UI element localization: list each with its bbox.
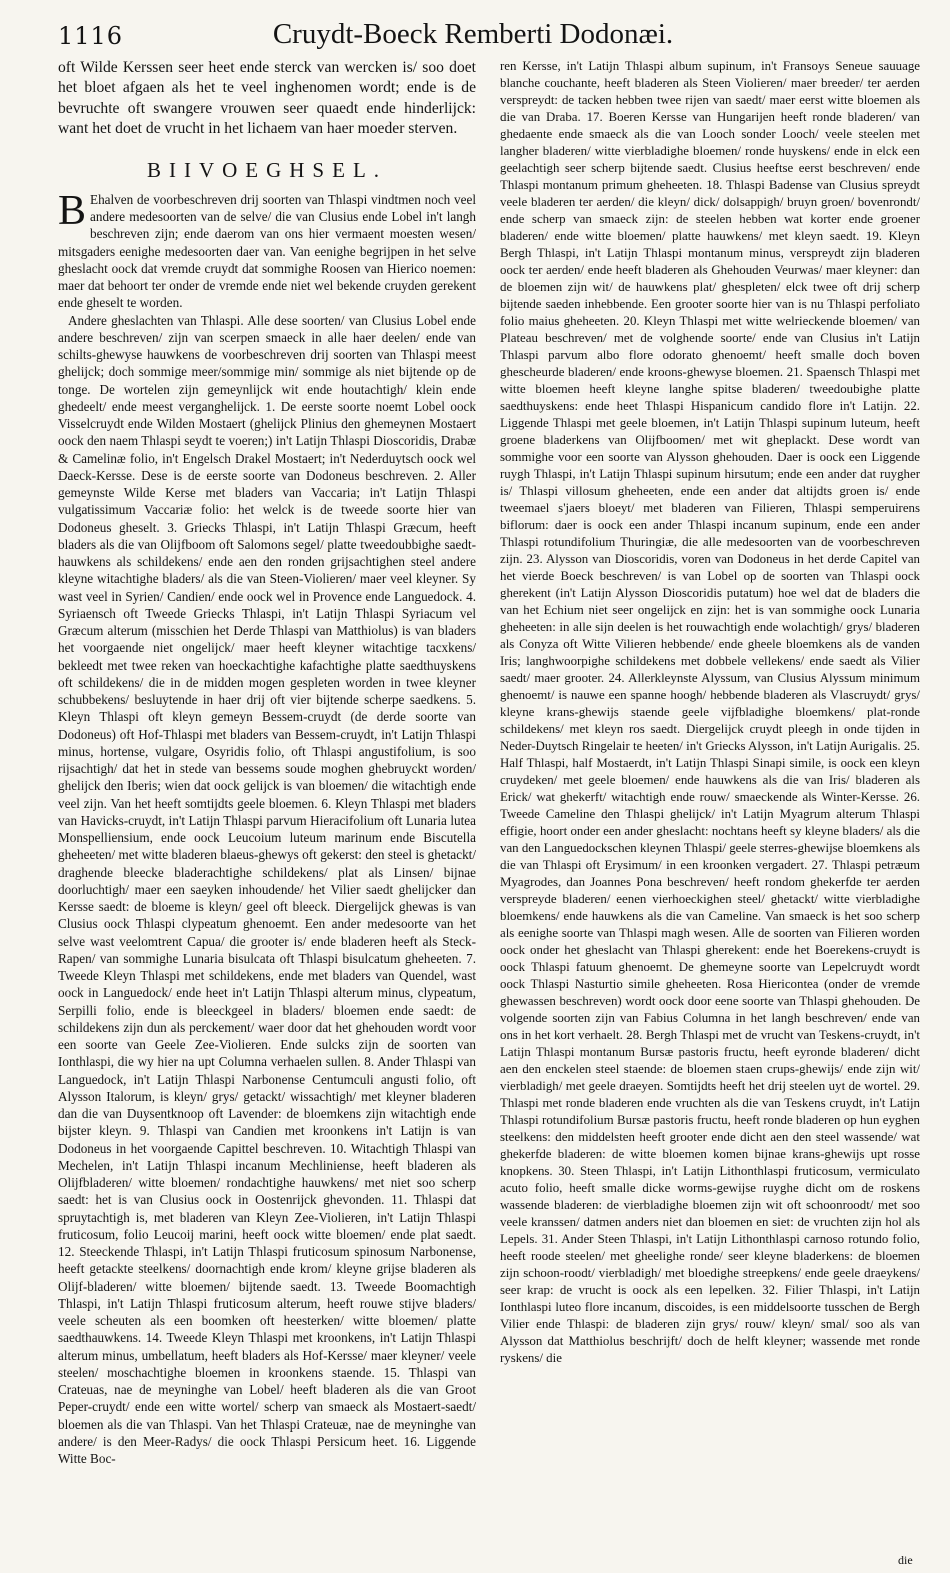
page-number: 1116 xyxy=(58,22,124,50)
catchword: die xyxy=(898,1553,913,1567)
right-column xyxy=(500,58,920,1558)
intro-paragraph: oft Wilde Kerssen seer heet ende sterck van wercken is/ soo doet het bloet afgaen als het te veel inghenomen wordt; ende is de bevruchte oft swangere vrouwen seer quaedt ende hinderlijck: want het doet de vrucht in het lichaem van haer moeder sterven. xyxy=(58,59,476,138)
paragraph-2: Andere gheslachten van Thlaspi. Alle dese soorten/ van Clusius Lobel ende andere beschreven/ zijn van scerpen smaeck in alle haer deelen/ ende van schilts-ghewyse hauwkens de voorbeschreven drij soorten van Thlaspi meest ghelijck; doch sommige meer/sommige min/ sommige als niet bijtende op de tonge. De wortelen zijn gemeynlijck wit ende houtachtigh/ klein ende ghedeelt/ ende meest verganghelijck. 1. De eerste soorte noemt Lobel oock Visselcruydt ende Wilden Mostaert (ghelijck Plinius den ghemeynen Mostaert oock den naem Thlaspi seydt te voeren;) in't Latijn Thlaspi Dioscoridis, Drabæ & Camelinæ folio, in't Engelsch Drakel Mostaert; in't Nederduytsch oock wel Daeck-Kersse. Dese is de eerste soorte van Dodoneus beschreven. 2. Aller gemeynste Wilde Kerse met bladers van Vaccaria; in't Latijn Thlaspi vulgatissimum Vaccariæ folio: het welck is de tweede soorte hier van Dodoneus gheselt. 3. Griecks Thlaspi, in't Latijn Thlaspi Græcum, heeft bladers als die van Olijfboom oft Salomons segel/ platte tweedoubbighe saedt-hauwkens als schildekens/ ende aen den ronden grijsachtighen steel andere kleyne witachtighe bladers/ als die van Steen-Violieren/ maer veel kleyner. Sy wast veel in Syrien/ Candien/ ende oock wel in Provence ende Languedock. 4. Syriaensch oft Tweede Griecks Thlaspi, in't Latijn Thlaspi Syriacum vel Græcum alterum (misschien het Derde Thlaspi van Matthiolus) is van bladers het voorgaende niet ongelijck/ maer heeft kleyner witachtige tacxkens/ bekleedt met twee reken van hoeckachtighe kafachtighe platte saedthuyskens oft schildekens/ die in de midden mogen gespleten worden in twee kleyner schubbekens/ besluytende in haer drij oft vier bijtende scherpe saedkens. 5. Kleyn Thlaspi oft kleyn gemeyn Bessem-cruydt (de derde soorte van Dodoneus) oft Hof-Thlaspi met bladers van Bessem-cruydt, in't Latijn Thlaspi minus, hortense, vulgare, Osyridis folio, oft Thlaspi angustifolium, is soo rijsachtigh/ dat het in stede van bessems soude moghen ghebruyckt worden/ ghelijck den Iberis; wien dat oock gelijck is van bloemen/ die witachtigh ende veel zijn. Van het heeft somtijdts geele bloemen. 6. Kleyn Thlaspi met bladers van Havicks-cruydt, in't Latijn Thlaspi parvum Hieracifolium oft Lunaria lutea Monspelliensium, ende oock Leucoium luteum marinum ende Biscutella gheheeten/ met witte bladeren blaeus-ghewys oft gekerst: den steel is ghetackt/ draghende bleecke bladerachtighe schildekens/ plat als Linsen/ bijnae doorluchtigh/ maer een saeyken inhoudende/ het Vilier saedt ghelijcker dan Kersse saedt: de bloeme is kleyn/ geel oft bleeck. Diergelijck ghewas is van Clusius oock Thlaspi clypeatum ghenoemt. Een ander medesoorte van het selve wast veelomtrent Capua/ die grooter is/ ende bladeren heeft als Steck-Rapen/ van sommighe Lunaria bisulcata oft Thlaspi bisulcatum gheheeten. 7. Tweede Kleyn Thlaspi met schildekens, ende met bladers van Quendel, wast oock in Languedock/ ende heet in't Latijn Thlaspi alterum minus, clypeatum, Serpilli folio, ende is bleeckgeel in bladers/ bloemen ende saedt: de schildekens zijn dun als perckement/ waer door dat het ghehouden wordt voor een soorte van Geele Zee-Violieren. Ende sulcks zijn de soorten van Ionthlaspi, die wy hier na upt Columna verhaelen sullen. 8. Ander Thlaspi van Languedock, in't Latijn Thlaspi Narbonense Centumculi angusti folio, oft Alysson Italorum, is kleyn/ grys/ getackt/ wissachtigh/ met kleyner bladeren dan die van Duysentknoop oft Lavender: de bloemkens zijn witachtigh ende bijster kleyn. 9. Thlaspi van Candien met kroonkens in't Latijn is van Dodoneus in het voorgaende Capittel beschreven. 10. Witachtigh Thlaspi van Mechelen, in't Latijn Thlaspi incanum Mechliniense, heeft bladeren als Olijfbladeren/ witte bloemen/ rondachtighe hauwkens/ met niet soo scherp saedt: het is van Clusius oock in Oostenrijck ghevonden. 11. Thlaspi dat spruytachtigh is, met bladeren van Kleyn Zee-Violieren, in't Latijn Thlaspi fruticosum, folio Leucoij marini, heeft oock witte bloemen/ ende plat saedt. 12. Steeckende Thlaspi, in't Latijn Thlaspi fruticosum spinosum Narbonense, heeft getackte steelkens/ doornachtigh ende krom/ kleyne grijse bladeren als Olijf-bladeren/ witte bloemen/ bijtende saedt. 13. Tweede Boomachtigh Thlaspi, in't Latijn Thlaspi fruticosum alterum, heeft rouwe stijve bladers/ veele scheuten als een boomken oft heesterken/ witte bloemen/ platte saedthauwkens. 14. Tweede Kleyn Thlaspi met kroonkens, in't Latijn Thlaspi alterum minus, umbellatum, heeft bladers als Hof-Kersse/ maer kleyner/ veele steelen/ moschachtighe bloemen in kroonkens staende. 15. Thlaspi van Crateuas, nae de meyninghe van Lobel/ heeft bladeren als die van Groot Peper-cruydt/ ende een witte wortel/ scherp van smaeck als Mostaert-saedt/ bloemen als die van Thlaspi. Van het Thlaspi Crateuæ, nae de meyninghe van andere/ is den Meer-Radys/ die oock Thlaspi Persicum heet. 16. Liggende Witte Boc- xyxy=(58,312,476,1467)
paragraph-1 xyxy=(58,187,476,312)
paragraph-1-text: Ehalven de voorbeschreven drij soorten van Thlaspi vindtmen noch veel andere medesoorten van de selve/ die van Clusius ende Lobel in't langh beschreven zijn; ende daerom van ons hier vermaent moesten wesen/ mitsgaders eenighe medesoorten daer van. Van eenighe begrijpen in het selve gheslacht oock dat vremde cruydt dat sommighe Roosen van Hierico noemen: maer dat behoort ter onder de vremde ende niet wel bekende cruyden gerekent ende gheselt te worden. xyxy=(58,191,476,311)
page-header xyxy=(58,18,896,56)
drop-cap: B xyxy=(58,187,87,234)
running-title: Cruydt-Boeck Remberti Dodonæi. xyxy=(272,18,674,50)
right-column-text: ren Kersse, in't Latijn Thlaspi album supinum, in't Fransoys Seneue sauuage blanche couchante, heeft bladeren als Steen Violieren/ maer breeder/ ter aerden verspreydt: de tacken hebben twee rijen van saedt/ maer eerst witte bloemen als die van Draba. 17. Boeren Kersse van Hungarijen heeft ronde bladeren/ van ghedaente ende smaeck als die van Looch sonder Looch/ veele steelen met langher bladeren/ witte vierbladighe bloemen/ ronde huyskens/ ende in elck een geelachtigh seer scherp bijtende saedt. Clusius heeftse eerst beschreven/ ende Thlaspi montanum primum gheheeten. 18. Thlaspi Badense van Clusius spreydt veele bladeren ter aerden/ die kleyn/ dick/ dolsappigh/ bruyn groen/ bovenrondt/ ende scherp van smaeck zijn: de steelen hebben wat korter ende groener bladeren/ ende witte bloemen/ platte hauwkens/ met kleyn saedt. 19. Kleyn Bergh Thlaspi, in't Latijn Thlaspi montanum minus, verspreydt zijn bladeren oock ter aerden/ ende heeft bladeren als Ghehouden Veurwas/ maer kleyner: dan de bloemen zijn wit/ de hauwkens plat/ ghespleten/ elck twee oft drij scherp bijtende saeden inhebbende. Een grooter soorte hier van is nu Thlaspi perfoliato folio maius gheheeten. 20. Kleyn Thlaspi met witte welrieckende bloemen/ van Plateau beschreven/ met de volghende soorte/ ende van Clusius in't Latijn Thlaspi parvum albo flore odorato ghenoemt/ heeft smalle doch boven ghescheurde bladeren/ ende kroons-ghewyse bloemen. 21. Spaensch Thlaspi met witte bloemen heeft kleyne langhe spitse bladeren/ tweedoubighe platte saedthuyskens: ende heet Thlaspi Hispanicum candido flore in't Latijn. 22. Liggende Thlaspi met geele bloemen, in't Latijn Thlaspi supinum luteum, heeft groene bladerkens van Olijfboomen/ met wit gheplackt. Dese wordt van sommighe voor een soorte van Alysson ghehouden. Daer is oock een Liggende ruygh Thlaspi, in't Latijn Thlaspi supinum hirsutum; ende een ander dat ruygher is/ Thlaspi villosum gheheeten, ende een ander dat altijdts groen is/ ende tweemael s'jaers bloeyt/ met bladeren van Filieren, Thlaspi semperuirens biflorum: daer is oock een ander Thlaspi incanum supinum, ende een ander Thlaspi rotundifolium Thuringiæ, die alle medesoorten van de voorbeschreven zijn. 23. Alysson van Dioscoridis, voren van Dodoneus in het derde Capitel van het vierde Boeck beschreven/ is van Lobel op de soorten van Thlaspi oock gherekent (in't Latijn Alysson Dioscoridis putatum) hoe wel dat de bladers die van het Echium niet seer ongelijck en zijn: het is van sommighe oock Lunaria gheheeten: in alle sijn deelen is het rouwachtigh ende wolachtigh/ grys/ bladeren als Conyza oft Witte Vilieren hebbende/ ende gheele bloemkens als de vanden Iris; langhwoorpighe schildekens met dobbele vellekens/ ende saedt als Vilier saedt/ maer grooter. 24. Allerkleynste Alyssum, van Clusius Alyssum minimum ghenoemt/ is nauwe een spanne hoogh/ hebbende bladeren als Vlascruydt/ grys/ kleyne krans-ghewijs staende geele vijfbladighe bloemkens/ plat-ronde schildekens/ met kleyn ros saedt. Diergelijck cruydt pleegh in onde tijden in Neder-Duytsch Ringelair te heeten/ in't Griecks Alysson, in't Latijn Aurigalis. 25. Half Thlaspi, half Mostaerdt, in't Latijn Thlaspi Sinapi simile, is oock een kleyn cruydeken/ met geele bloemen/ ende hauwkens als die van Iris/ bladeren als Erick/ wat ghekerft/ witachtigh ende rouw/ smaeckende als Winter-Kersse. 26. Tweede Cameline den Thlaspi ghelijck/ in't Latijn Myagrum alterum Thlaspi effigie, hoort onder een ander gheslacht: nochtans heeft sy kleyne bladers/ als die van den Languedockschen kleynen Thlaspi/ geele sterres-ghewijse bloemkens als die van Thlaspi oft Erysimum/ in een kroonken vergadert. 27. Thlaspi petræum Myagrodes, dan Joannes Pona beschreven/ heeft rondom ghekerfde ter aerden verspreyde bladeren/ eenen vierhoeckighen steel/ ghetackt/ witte vierbladighe bloemkens/ ende hauwkens als die van Cameline. Van smaeck is het soo scherp als eenighe soorte van Thlaspi magh wesen. Alle de soorten van Filieren worden oock onder het gheslacht van Thlaspi gherekent: ende het Boerekens-cruydt is oock Thlaspi fatuum ghenoemt. De ghemeyne soorte van Lepelcruydt wordt oock Thlaspi Nasturtio simile gheheeten. Rosa Hiericontea (onder de vremde ghewassen beschreven) wordt oock door eene soorte van Thlaspi ghehouden. De volgende soorten zijn van Fabius Columna in het langh beschreven/ ende van ons in het kort verhaelt. 28. Bergh Thlaspi met de vrucht van Teskens-cruydt, in't Latijn Thlaspi montanum Bursæ pastoris fructu, heeft eyronde bladeren/ dicht aen den enckelen steel staende: de bloemen staen crups-ghewijs/ ende zijn wit/ vierbladigh/ met geele draeyen. Somtijdts heeft het drij steelen uyt de wortel. 29. Thlaspi met ronde bladeren ende vruchten als die van Teskens cruydt, in't Latijn Thlaspi rotundifolium Bursæ pastoris fructu, heeft ronde bladeren op hun eyghen steelkens: den middelsten heeft grooter ende dicht aen den steel wassende/ wat ghekerfde bladeren: de witte bloemen komen bijnae krans-ghewijs upt rosse knopkens. 30. Steen Thlaspi, in't Latijn Lithonthlaspi fruticosum, vermiculato acuto folio, heeft smalle dicke worms-gewijse ruyghe dicht om de roskens wassende bladeren: de vierbladighe bloemen zijn wit oft schoonroodt/ met soo veele kranssen/ datmen anders niet dan bloemen en siet: de vruchten zijn hol als Lepels. 31. Ander Steen Thlaspi, in't Latijn Lithonthlaspi carnoso rotundo folio, heeft roode steelen/ met gheelighe ronde/ seer kleyne bladerkens: de bloemen zijn schoon-roodt/ vierbladigh/ met bloedighe streepkens/ ende geele draeykens/ seer krap: de vrucht is oock als een lepelken. 32. Filier Thlaspi, in't Latijn Ionthlaspi luteo flore incanum, discoides, is een middelsoorte tusschen de Bergh Vilier ende Thlaspi: de bladeren zijn grys/ rouw/ kleyn/ smal/ soo als van Alysson dat Matthiolus beschrijft/ doch de helft kleyner; wassende met ronde ryskens/ die xyxy=(500,59,920,1365)
left-column xyxy=(58,58,476,1558)
section-heading: BIIVOEGHSEL. xyxy=(146,157,388,182)
